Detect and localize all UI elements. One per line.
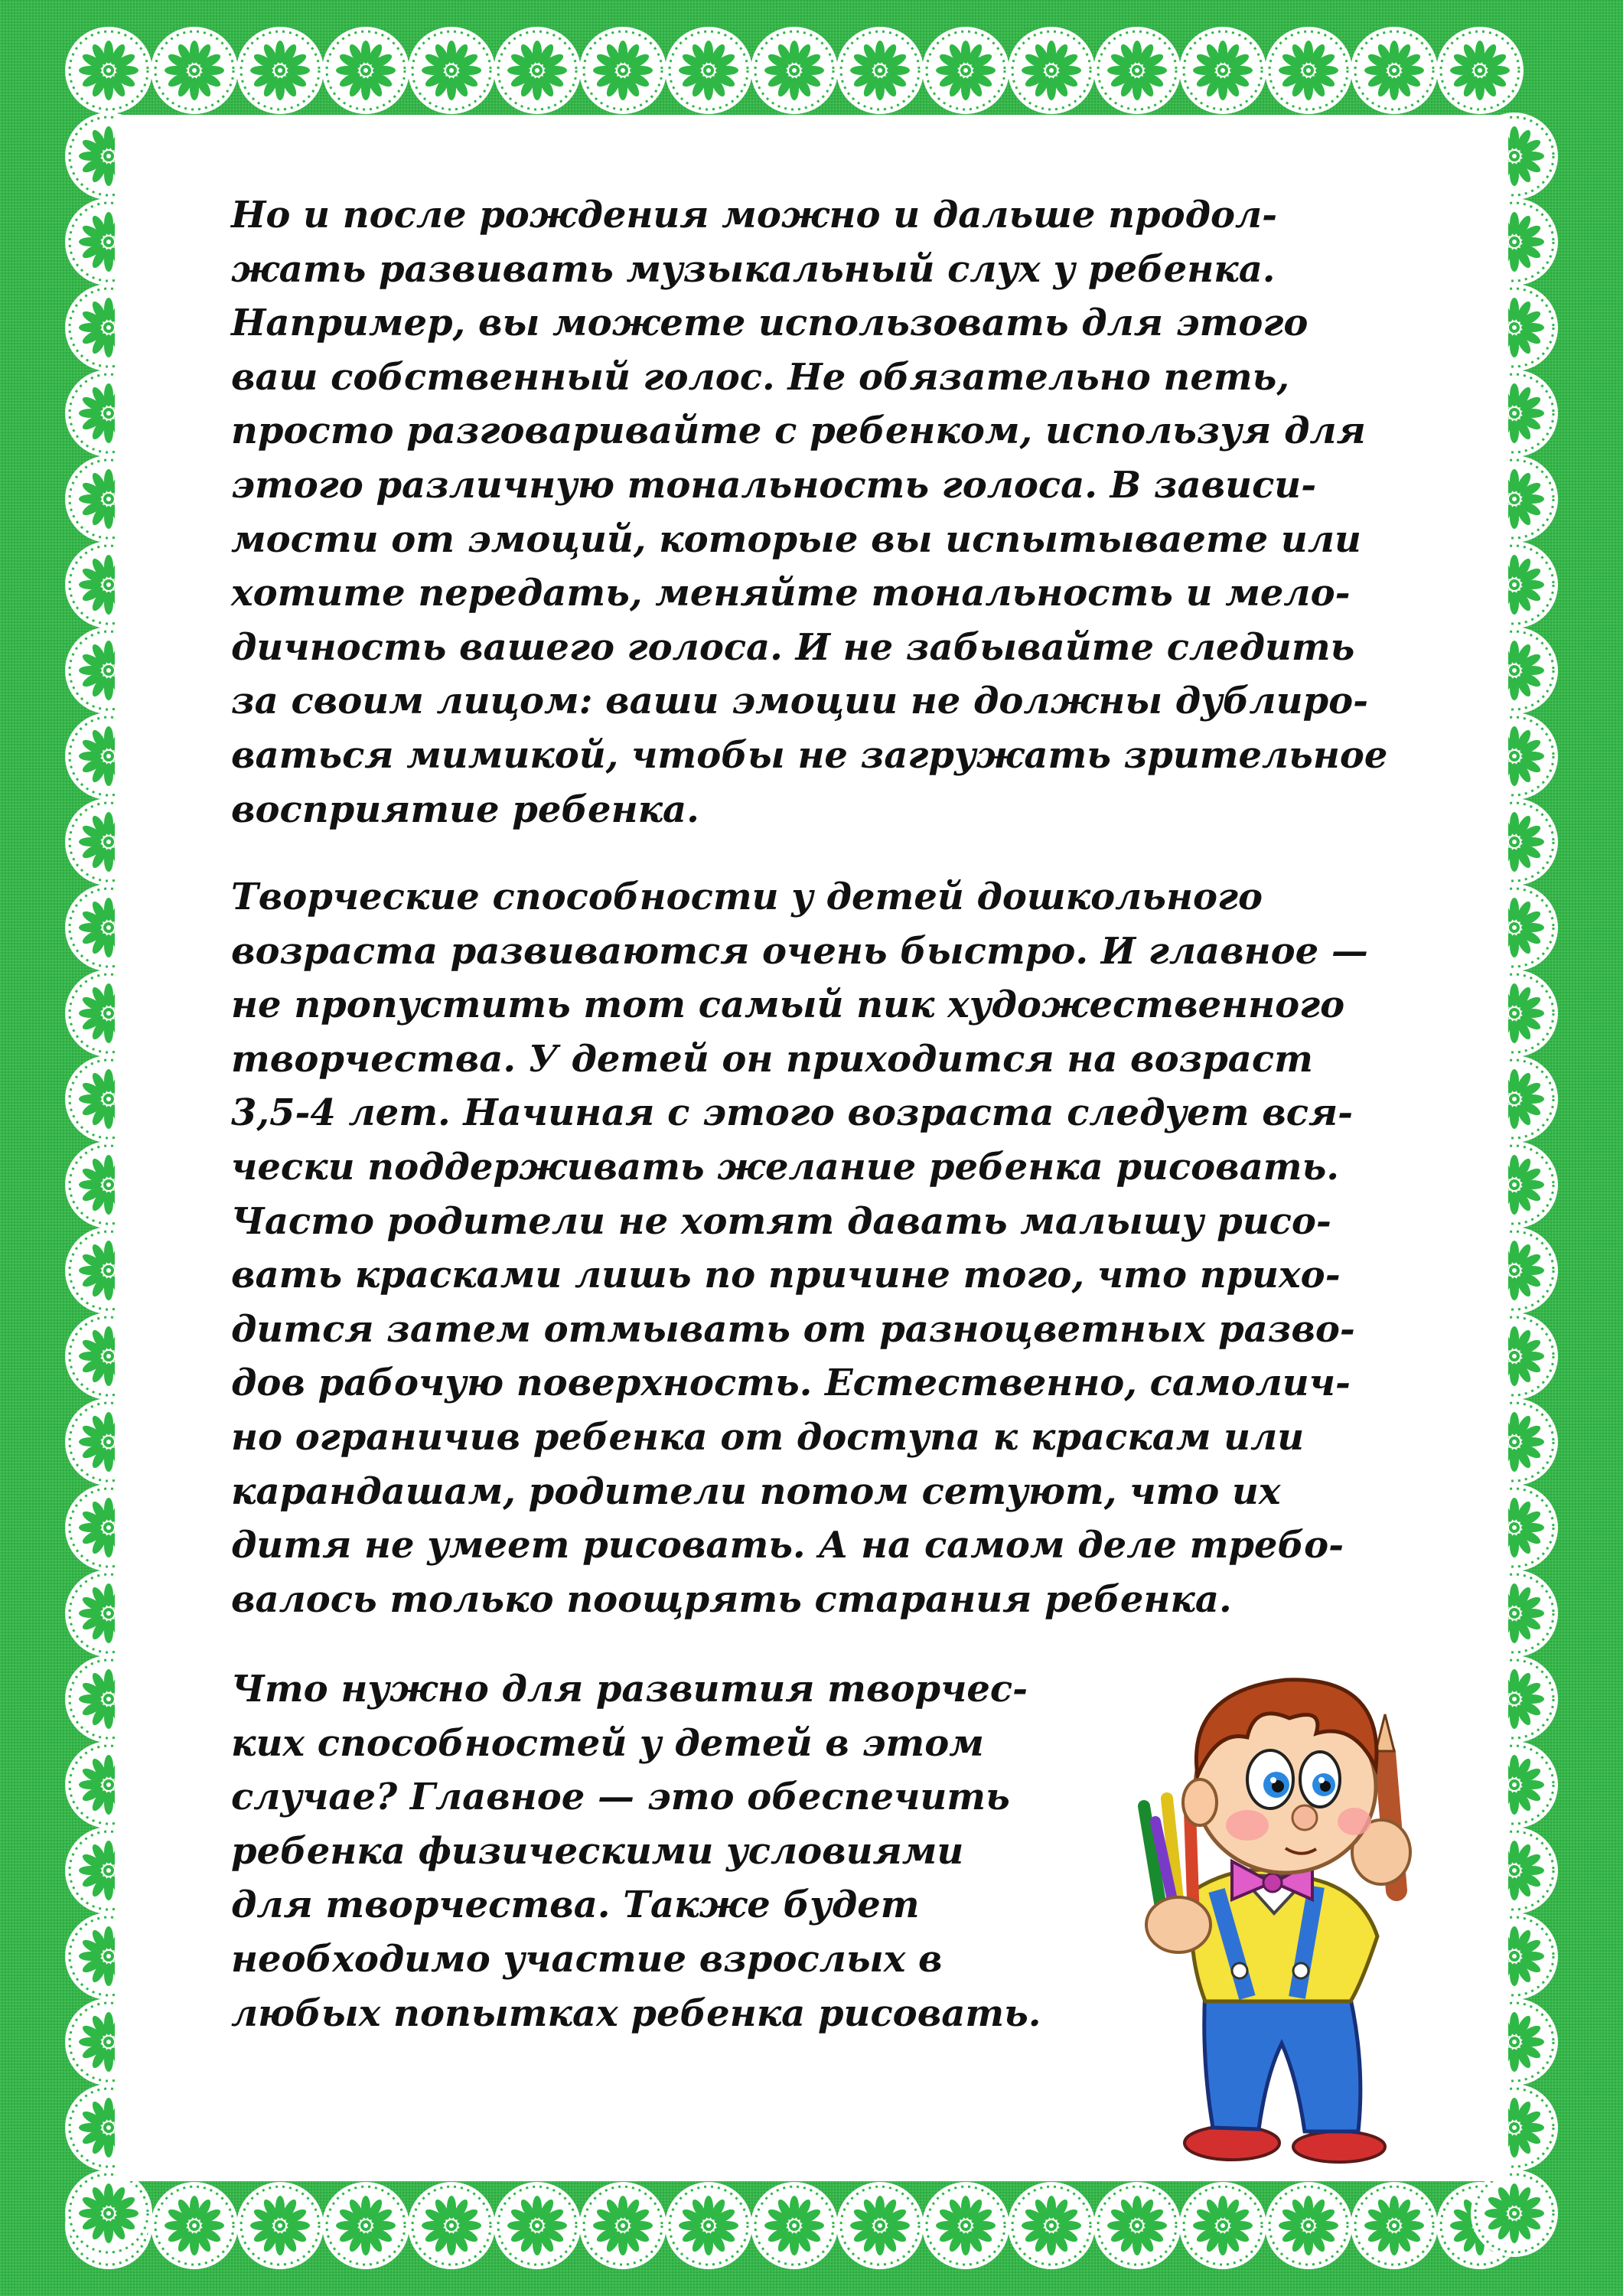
lace-flower-icon [751,27,838,114]
text-line: дится затем отмывать от разноцветных разво- [231,1307,1355,1351]
lace-flower-icon [665,2182,752,2269]
lace-flower-icon [65,2170,152,2257]
text-line: дитя не умеет рисовать. А на самом деле требо- [231,1524,1344,1567]
text-line: для творчества. Также будет [231,1883,920,1927]
text-line: возраста развиваются очень быстро. И главное — [231,929,1368,973]
text-line: Часто родители не хотят давать малышу рисо- [231,1199,1331,1243]
lace-flower-icon [665,27,752,114]
text-line: творчества. У детей он приходится на возраст [231,1037,1313,1081]
lace-flower-icon [494,2182,581,2269]
text-line: валось только поощрять старания ребенка. [231,1577,1232,1621]
text-line: дов рабочую поверхность. Естественно, самолич- [231,1362,1351,1405]
lace-flower-icon [322,2182,409,2269]
text-line: ребенка физическими условиями [231,1829,964,1873]
text-line: за своим лицом: ваши эмоции не должны дублиро- [231,680,1369,723]
text-line: вать красками лишь по причине того, что прихо- [231,1254,1341,1297]
text-line: ваш собственный голос. Не обязательно петь, [231,355,1290,399]
lace-flower-icon [751,2182,838,2269]
lace-flower-icon [322,27,409,114]
cartoon-boy-with-pencils-icon [1133,1661,1454,2166]
text-line: любых попытках ребенка рисовать. [231,1991,1041,2035]
lace-flower-icon [1471,2170,1558,2257]
lace-flower-icon [579,2182,666,2269]
lace-flower-icon [922,2182,1009,2269]
text-line: Творческие способности у детей дошкольного [231,876,1263,918]
paragraph-what-needed [231,1662,1041,2040]
text-line: просто разговаривайте с ребенком, используя для [231,409,1366,453]
lace-flower-icon [151,2182,238,2269]
lace-flower-icon [1093,2182,1181,2269]
text-line: восприятие ребенка. [231,788,699,831]
paragraph-hearing [231,188,1387,837]
lace-flower-icon [65,27,152,114]
lace-flower-icon [1008,27,1095,114]
lace-flower-icon [151,27,238,114]
lace-flower-icon [1008,2182,1095,2269]
text-line: не пропустить тот самый пик художественного [231,983,1345,1027]
lace-flower-icon [494,27,581,114]
lace-flower-icon [1093,27,1181,114]
text-line: ких способностей у детей в этом [231,1721,984,1765]
text-line: хотите передать, меняйте тональность и мело- [231,572,1351,615]
lace-flower-icon [1265,2182,1352,2269]
lace-flower-icon [236,2182,324,2269]
text-line: ваться мимикой, чтобы не загружать зрительное [231,733,1388,777]
text-line: дичность вашего голоса. И не забывайте следить [231,625,1355,669]
text-line: необходимо участие взрослых в [231,1937,943,1981]
text-line: этого различную тональность голоса. В зависи- [231,463,1317,507]
lace-flower-icon [1179,27,1266,114]
lace-flower-icon [836,2182,924,2269]
text-line: чески поддерживать желание ребенка рисовать. [231,1145,1339,1189]
paragraph-creativity [231,870,1368,1626]
text-line: Но и после рождения можно и дальше продол- [231,194,1278,236]
text-line: 3,5-4 лет. Начиная с этого возраста следует вся- [231,1091,1354,1135]
lace-flower-icon [1436,27,1524,114]
lace-flower-icon [579,27,666,114]
text-line: мости от эмоций, которые вы испытываете или [231,517,1361,561]
lace-flower-icon [408,27,495,114]
text-line: Что нужно для развития творчес- [231,1668,1028,1711]
lace-flower-icon [236,27,324,114]
lace-flower-icon [1351,27,1438,114]
lace-flower-icon [408,2182,495,2269]
lace-flower-icon [1179,2182,1266,2269]
text-line: случае? Главное — это обеспечить [231,1776,1010,1819]
text-line: жать развивать музыкальный слух у ребенка. [231,247,1276,291]
lace-flower-icon [836,27,924,114]
lace-flower-icon [1351,2182,1438,2269]
text-line: карандашам, родители потом сетуют, что их [231,1469,1281,1513]
text-line: Например, вы можете использовать для этого [231,302,1309,345]
lace-flower-icon [922,27,1009,114]
lace-flower-icon [1265,27,1352,114]
text-line: но ограничив ребенка от доступа к краскам или [231,1415,1305,1459]
